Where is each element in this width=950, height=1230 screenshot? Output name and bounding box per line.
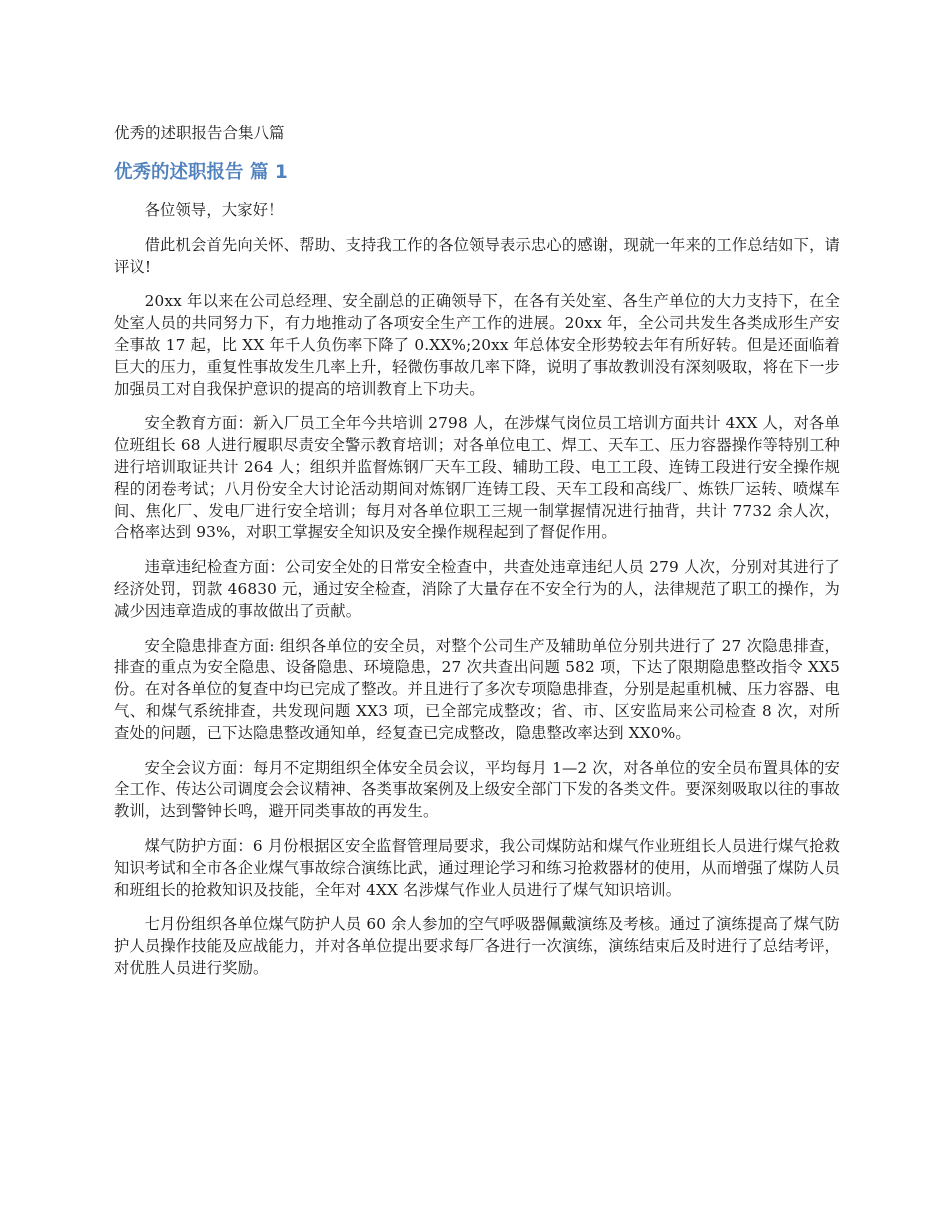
- paragraph-greeting: 各位领导，大家好！: [144, 201, 284, 219]
- section-heading: 优秀的述职报告 篇 1: [114, 162, 288, 183]
- paragraph-violation-inspection: 违章违纪检查方面：公司安全处的日常安全检查中，共查处违章违纪人员 279 人次，分别对其进行了经济处罚，罚款 46830 元，通过安全检查，消除了大量存在不安全行为的人，法律规范了职工的操作，为减少因违章造成的事故做出了贡献。: [114, 558, 840, 620]
- document-page: [114, 122, 840, 993]
- paragraph-gas-protection: 煤气防护方面：6 月份根据区安全监督管理局要求，我公司煤防站和煤气作业班组长人员进行煤气抢救知识考试和全市各企业煤气事故综合演练比武，通过理论学习和练习抢救器材的使用，从而增强了煤防人员和班组长的抢救知识及技能，全年对 4XX 名涉煤气作业人员进行了煤气知识培训。: [114, 836, 841, 899]
- paragraph-july-drill: 七月份组织各单位煤气防护人员 60 余人参加的空气呼吸器佩戴演练及考核。通过了演练提高了煤气防护人员操作技能及应战能力，并对各单位提出要求每厂各进行一次演练，演练结束后及时进行了总结考评，对优胜人员进行奖励。: [114, 915, 841, 977]
- paragraph-thanks: 借此机会首先向关怀、帮助、支持我工作的各位领导表示忠心的感谢，现就一年来的工作总结如下，请评议!: [114, 235, 840, 276]
- paragraph-safety-meetings: 安全会议方面：每月不定期组织全体安全员会议，平均每月 1—2 次，对各单位的安全员布置具体的安全工作、传达公司调度会会议精神、各类事故案例及上级安全部门下发的各类文件。要深刻吸取以往的事故教训，达到警钟长鸣，避开同类事故的再发生。: [114, 758, 841, 821]
- paragraph-overview: 20xx 年以来在公司总经理、安全副总的正确领导下，在各有关处室、各生产单位的大力支持下，在全处室人员的共同努力下，有力地推动了各项安全生产工作的进展。20xx 年，全公司共发生各类成形生产安全事故 17 起，比 XX 年千人负伤率下降了 0.XX%;20xx 年总体安全形势较去年有所好转。但是还面临着巨大的压力，重复性事故发生几率上升，轻微伤事故几率下降，说明了事故教训没有深刻吸取，将在下一步加强员工对自我保护意识的提高的培训教育上下功夫。: [114, 292, 841, 398]
- paragraph-hazard-investigation: 安全隐患排查方面: 组织各单位的安全员，对整个公司生产及辅助单位分别共进行了 27 次隐患排查，排查的重点为安全隐患、设备隐患、环境隐患，27 次共查出问题 582 项，下达了限期隐患整改指令 XX5 份。在对各单位的复查中均已完成了整改。并且进行了多次专项隐患排查，分别是起重机械、压力容器、电气、和煤气系统排查，共发现问题 XX3 项，已全部完成整改；省、市、区安监局来公司检查 8 次，对所查处的问题，已下达隐患整改通知单，经复查已完成整改，隐患整改率达到 XX0%。: [114, 636, 841, 742]
- document-title: 优秀的述职报告合集八篇: [114, 124, 285, 142]
- paragraph-safety-education: 安全教育方面：新入厂员工全年今共培训 2798 人，在涉煤气岗位员工培训方面共计 4XX 人，对各单位班组长 68 人进行履职尽责安全警示教育培训；对各单位电工、焊工、天车工、压力容器操作等特别工种进行培训取证共计 264 人；组织并监督炼钢厂天车工段、辅助工段、电工工段、连铸工段进行安全操作规程的闭卷考试；八月份安全大讨论活动期间对炼钢厂连铸工段、天车工段和高线厂、炼铁厂运转、喷煤车间、焦化厂、发电厂进行安全培训；每月对各单位职工三规一制掌握情况进行抽背，共计 7732 余人次，合格率达到 93%，对职工掌握安全知识及安全操作规程起到了督促作用。: [114, 414, 840, 542]
